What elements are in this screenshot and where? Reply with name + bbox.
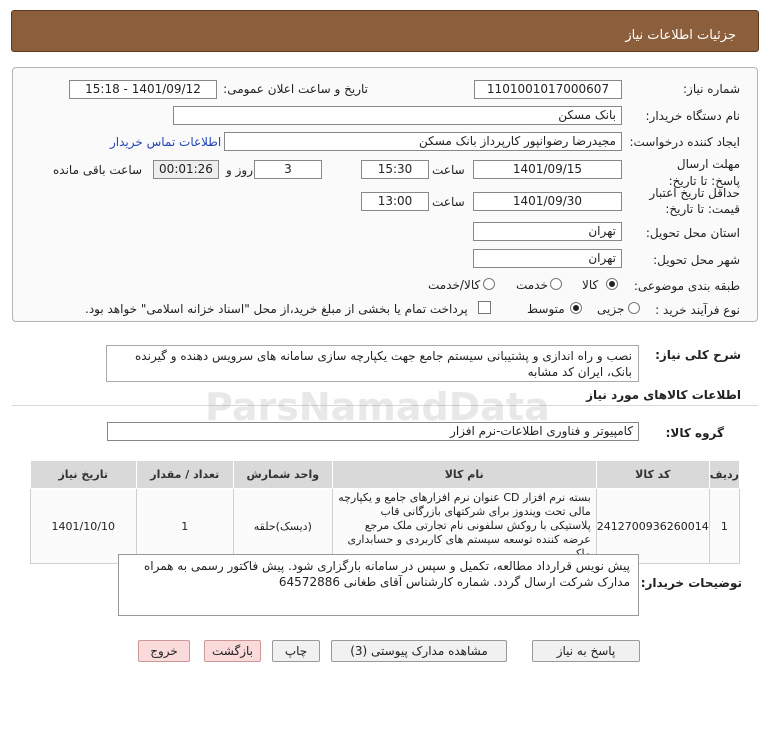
goods-info-title: اطلاعات کالاهای مورد نیاز <box>586 388 741 402</box>
province-label: استان محل تحویل: <box>645 226 740 240</box>
buyer-org-field: بانک مسکن <box>173 106 622 125</box>
table-header-row <box>31 461 740 489</box>
announce-datetime-field: 1401/09/12 - 15:18 <box>69 80 217 99</box>
buyer-notes-label: توضیحات خریدار: <box>640 576 742 590</box>
watermark: ParsNamadData <box>205 385 550 429</box>
deadline-label: مهلت ارسال پاسخ: تا تاریخ: <box>668 157 740 188</box>
process-type-label: نوع فرآیند خرید : <box>655 303 740 317</box>
goods-group-label: گروه کالا: <box>665 426 724 440</box>
requester-label: ایجاد کننده درخواست: <box>629 135 740 149</box>
table-row <box>31 489 740 564</box>
category-label: طبقه بندی موضوعی: <box>633 279 740 293</box>
category-radio-service[interactable] <box>550 278 562 290</box>
description-label: شرح کلی نیاز: <box>655 348 741 362</box>
deadline-date-field: 1401/09/15 <box>473 160 622 179</box>
price-validity-label: حداقل تاریخ اعتبار قیمت: تا تاریخ: <box>649 186 740 216</box>
col-unit: واحد شمارش <box>234 461 333 489</box>
buyer-org-label: نام دستگاه خریدار: <box>645 109 740 123</box>
category-option-goods: کالا <box>582 278 599 292</box>
treasury-checkbox[interactable] <box>478 301 491 314</box>
process-radio-minor[interactable] <box>628 302 640 314</box>
treasury-note: پرداخت تمام یا بخشی از مبلغ خرید،از محل "اسناد خزانه اسلامی" خواهد بود. <box>85 302 468 316</box>
page-title: جزئیات اطلاعات نیاز <box>625 28 736 43</box>
validity-time-field: 13:00 <box>361 192 429 211</box>
exit-button[interactable]: خروج <box>138 640 190 662</box>
col-name: نام کالا <box>332 461 596 489</box>
section-divider <box>12 405 758 406</box>
province-field: تهران <box>473 222 622 241</box>
validity-time-label: ساعت <box>432 195 465 209</box>
process-option-medium: متوسط <box>527 302 565 316</box>
category-radio-goods-service[interactable] <box>483 278 495 290</box>
need-number-label: شماره نیاز: <box>683 82 740 96</box>
validity-date-field: 1401/09/30 <box>473 192 622 211</box>
col-row: ردیف <box>709 461 739 489</box>
back-button[interactable]: بازگشت <box>204 640 261 662</box>
need-number-field: 1101001017000607 <box>474 80 622 99</box>
cell-row: 1 <box>709 489 739 564</box>
description-text: نصب و راه اندازی و پشتیبانی سیستم جامع جهت یکپارچه سازی سامانه های سرویس دهنده و گیرنده بانک، ایران کد مشابه <box>106 345 639 382</box>
buyer-contact-link[interactable]: اطلاعات تماس خریدار <box>110 135 222 149</box>
reply-button[interactable]: پاسخ به نیاز <box>532 640 640 662</box>
col-date: تاریخ نیاز <box>31 461 137 489</box>
category-option-service: خدمت <box>516 278 548 292</box>
cell-name: بسته نرم افزار CD عنوان نرم افزارهای جامع و یکپارچه مالی تحت ویندوز برای شرکتهای بازرگانی قاب پلاستیکی با روکش سلفونی نام تجارتی ملک مرجع عرضه کننده توسعه سیستم های کاربردی و حسابداری <box>332 489 596 564</box>
process-radio-medium[interactable] <box>570 302 582 314</box>
cell-qty: 1 <box>136 489 234 564</box>
deadline-time-field: 15:30 <box>361 160 429 179</box>
category-radio-goods[interactable] <box>606 278 618 290</box>
buyer-notes-text: پیش نویس قرارداد مطالعه، تکمیل و سپس در سامانه بارگزاری شود. پیش فاکتور رسمی به همراه مدارک شرکت ارسال گردد. شماره کارشناس آقای طغانی 64572886 <box>118 554 639 616</box>
goods-table <box>30 460 740 564</box>
days-remaining-field: 3 <box>254 160 322 179</box>
cell-date: 1401/10/10 <box>31 489 137 564</box>
deadline-time-label: ساعت <box>432 163 465 177</box>
print-button[interactable]: چاپ <box>272 640 320 662</box>
page-header <box>11 10 759 52</box>
col-code: کد کالا <box>596 461 709 489</box>
view-attachments-button[interactable]: مشاهده مدارک پیوستی (3) <box>331 640 507 662</box>
days-label: روز و <box>226 163 253 177</box>
cell-unit: (دیسک)حلقه <box>234 489 333 564</box>
city-field: تهران <box>473 249 622 268</box>
goods-group-field: کامپیوتر و فناوری اطلاعات-نرم افزار <box>107 422 639 441</box>
announce-datetime-label: تاریخ و ساعت اعلان عمومی: <box>223 82 368 96</box>
requester-field: مجیدرضا رضوانپور کارپرداز بانک مسکن <box>224 132 622 151</box>
col-qty: تعداد / مقدار <box>136 461 234 489</box>
time-remaining-label: ساعت باقی مانده <box>53 163 143 177</box>
city-label: شهر محل تحویل: <box>653 253 740 267</box>
time-remaining-field: 00:01:26 <box>153 160 219 179</box>
process-option-minor: جزیی <box>597 302 625 316</box>
category-option-goods-service: کالا/خدمت <box>428 278 481 292</box>
cell-code: 2412700936260014 <box>596 489 709 564</box>
